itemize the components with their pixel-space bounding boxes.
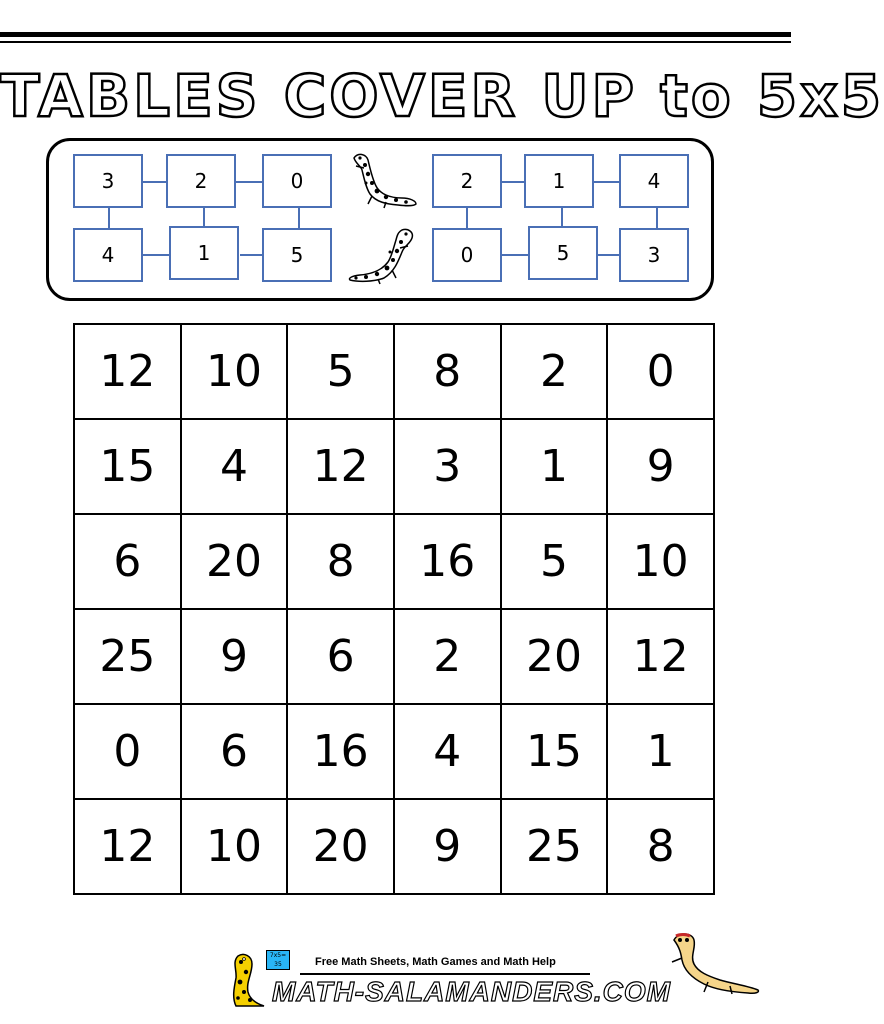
grid-cell: 12: [74, 324, 181, 419]
grid-cell: 6: [287, 609, 394, 704]
grid-cell: 9: [394, 799, 501, 894]
grid-cell: 25: [501, 799, 608, 894]
grid-cell: 1: [501, 419, 608, 514]
die-face: 2: [432, 154, 502, 208]
grid-cell: 12: [607, 609, 714, 704]
die-link: [236, 181, 262, 183]
table-row: [74, 799, 714, 894]
grid-cell: 12: [74, 799, 181, 894]
die-face: 0: [262, 154, 332, 208]
grid-cell: 12: [287, 419, 394, 514]
grid-cell: 5: [501, 514, 608, 609]
grid-cell: 9: [181, 609, 288, 704]
grid-cell: 16: [394, 514, 501, 609]
die-face: 5: [262, 228, 332, 282]
grid-cell: 5: [287, 324, 394, 419]
die-link: [502, 254, 528, 256]
cover-up-grid: [73, 323, 715, 895]
die-link: [108, 208, 110, 230]
die-face: 1: [524, 154, 594, 208]
grid-cell: 8: [287, 514, 394, 609]
die-face: 4: [619, 154, 689, 208]
logo-sum-line: 35: [274, 961, 282, 968]
die-face: 5: [528, 226, 598, 280]
die-link: [594, 181, 619, 183]
grid-cell: 2: [501, 324, 608, 419]
salamander-icon: [668, 928, 764, 998]
top-rule: [0, 32, 791, 37]
grid-cell: 4: [394, 704, 501, 799]
grid-cell: 9: [607, 419, 714, 514]
page-title: TABLES COVER UP to 5x5: [0, 62, 884, 130]
grid-cell: 16: [287, 704, 394, 799]
die-link: [143, 181, 166, 183]
die-link: [656, 208, 658, 230]
grid-cell: 15: [501, 704, 608, 799]
top-rule-thin: [0, 41, 791, 43]
grid-cell: 6: [181, 704, 288, 799]
grid-cell: 1: [607, 704, 714, 799]
footer-tagline: Free Math Sheets, Math Games and Math Help: [315, 956, 556, 968]
die-link: [143, 254, 169, 256]
table-row: [74, 324, 714, 419]
die-link: [502, 181, 524, 183]
table-row: [74, 704, 714, 799]
salamander-icon: [346, 148, 418, 210]
table-row: [74, 419, 714, 514]
footer-site-name: MATH-SALAMANDERS.COM: [272, 976, 671, 1007]
die-face: 3: [73, 154, 143, 208]
die-link: [466, 208, 468, 230]
die-face: 3: [619, 228, 689, 282]
grid-cell: 4: [181, 419, 288, 514]
grid-cell: 10: [181, 324, 288, 419]
die-link: [240, 254, 262, 256]
grid-cell: 0: [607, 324, 714, 419]
logo-sum-box: [266, 950, 290, 970]
salamander-icon: [346, 224, 418, 286]
grid-cell: 0: [74, 704, 181, 799]
table-row: [74, 514, 714, 609]
grid-cell: 6: [74, 514, 181, 609]
grid-cell: 20: [501, 609, 608, 704]
table-row: [74, 609, 714, 704]
die-face: 4: [73, 228, 143, 282]
die-face: 1: [169, 226, 239, 280]
die-face: 0: [432, 228, 502, 282]
grid-cell: 10: [181, 799, 288, 894]
die-face: 2: [166, 154, 236, 208]
grid-cell: 25: [74, 609, 181, 704]
grid-cell: 3: [394, 419, 501, 514]
grid-cell: 8: [394, 324, 501, 419]
grid-cell: 10: [607, 514, 714, 609]
grid-cell: 20: [181, 514, 288, 609]
grid-cell: 2: [394, 609, 501, 704]
footer-rule: [300, 973, 590, 975]
die-link: [598, 254, 619, 256]
grid-cell: 20: [287, 799, 394, 894]
grid-cell: 15: [74, 419, 181, 514]
die-link: [298, 208, 300, 230]
die-link: [561, 208, 563, 228]
logo-sum-line: 7x5=: [269, 952, 287, 959]
grid-cell: 8: [607, 799, 714, 894]
